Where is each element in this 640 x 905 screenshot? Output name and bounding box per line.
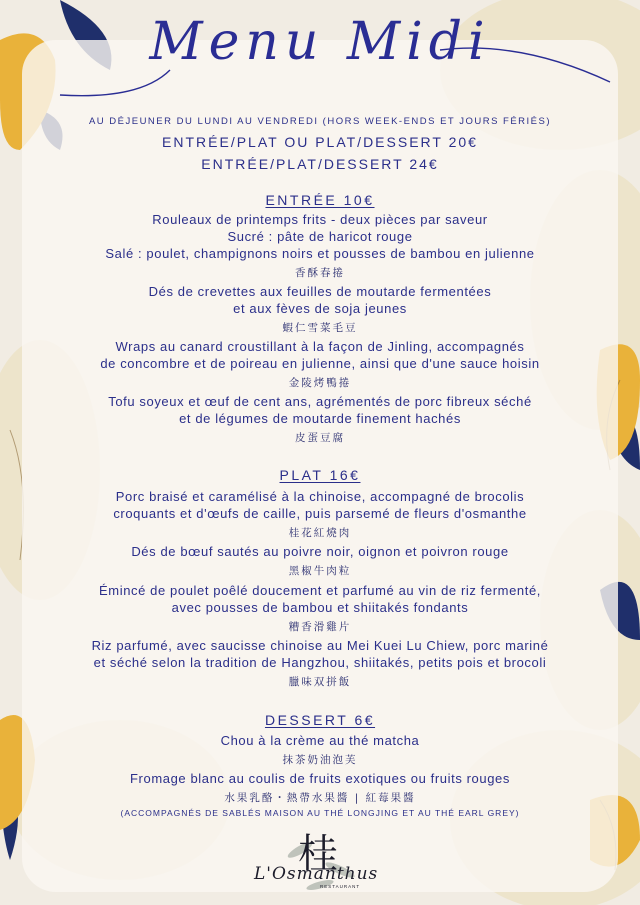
dish-line: Dés de crevettes aux feuilles de moutarde fermentées — [148, 284, 492, 299]
section-heading-dessert: DESSERT 6€ — [264, 712, 376, 728]
dish-chinese-name: 水果乳酪・熱帶水果醬 | 紅莓果醬 — [224, 792, 416, 804]
section-heading-plat: PLAT 16€ — [279, 467, 361, 483]
dish-line: de concombre et de poireau en julienne, ainsi que d'une sauce hoisin — [100, 356, 540, 371]
dish-chinese-name: 香酥春捲 — [295, 267, 345, 279]
dish-line: Tofu soyeux et œuf de cent ans, agrémentés de porc fibreux séché — [108, 394, 532, 409]
dish-line: Fromage blanc au coulis de fruits exotiques ou fruits rouges — [130, 771, 510, 786]
dish-line: Chou à la crème au thé matcha — [220, 733, 420, 748]
dish-line: Dés de bœuf sautés au poivre noir, oignon et poivron rouge — [131, 544, 509, 559]
dish-chinese-name: 黑椒牛肉粒 — [288, 565, 352, 577]
dish-line: avec pousses de bambou et shiitakés fondants — [171, 600, 469, 615]
logo-subtitle: RESTAURANT — [320, 884, 361, 889]
dish-chinese-name: 蝦仁雪菜毛豆 — [282, 322, 358, 334]
restaurant-logo — [250, 822, 390, 898]
dish-chinese-name: 皮蛋豆腐 — [295, 432, 345, 444]
logo-name: L'Osmanthus — [254, 864, 379, 884]
formula-three-courses: ENTRÉE/PLAT/DESSERT 24€ — [201, 156, 439, 172]
dish-line: et séché selon la tradition de Hangzhou, shiitakés, petits pois et brocoli — [93, 655, 547, 670]
dish-line: Riz parfumé, avec saucisse chinoise au Mei Kuei Lu Chiew, porc mariné — [91, 638, 549, 653]
service-hours: AU DÉJEUNER DU LUNDI AU VENDREDI (HORS WEEK-ENDS ET JOURS FÉRIÉS) — [88, 116, 552, 127]
dish-chinese-name: 桂花紅燒肉 — [288, 527, 352, 539]
dish-chinese-name: 糟香滑雞片 — [288, 621, 352, 633]
dish-line: Sucré : pâte de haricot rouge — [227, 229, 413, 244]
formula-two-courses: ENTRÉE/PLAT OU PLAT/DESSERT 20€ — [162, 134, 478, 150]
dish-line: et de légumes de moutarde finement hachés — [179, 411, 461, 426]
dessert-note: (ACCOMPAGNÉS DE SABLÉS MAISON AU THÉ LONGJING ET AU THÉ EARL GREY) — [120, 808, 520, 818]
dish-line: et aux fèves de soja jeunes — [233, 301, 407, 316]
menu-title: Menu Midi — [149, 12, 491, 72]
dish-line: Wraps au canard croustillant à la façon de Jinling, accompagnés — [115, 339, 525, 354]
dish-line: Rouleaux de printemps frits - deux pièces par saveur — [152, 212, 488, 227]
dish-line: croquants et d'œufs de caille, puis parsemé de fleurs d'osmanthe — [113, 506, 527, 521]
dish-chinese-name: 金陵烤鴨捲 — [288, 377, 352, 389]
dish-chinese-name: 臘味双拼飯 — [288, 676, 352, 688]
dish-line: Porc braisé et caramélisé à la chinoise, accompagné de brocolis — [115, 489, 525, 504]
logo-character: 桂 — [298, 831, 338, 877]
section-heading-entree: ENTRÉE 10€ — [265, 192, 375, 208]
dish-line: Émincé de poulet poêlé doucement et parfumé au vin de riz fermenté, — [99, 583, 541, 598]
dish-line: Salé : poulet, champignons noirs et pousses de bambou en julienne — [105, 246, 535, 261]
dish-chinese-name: 抹茶奶油泡芙 — [282, 754, 358, 766]
